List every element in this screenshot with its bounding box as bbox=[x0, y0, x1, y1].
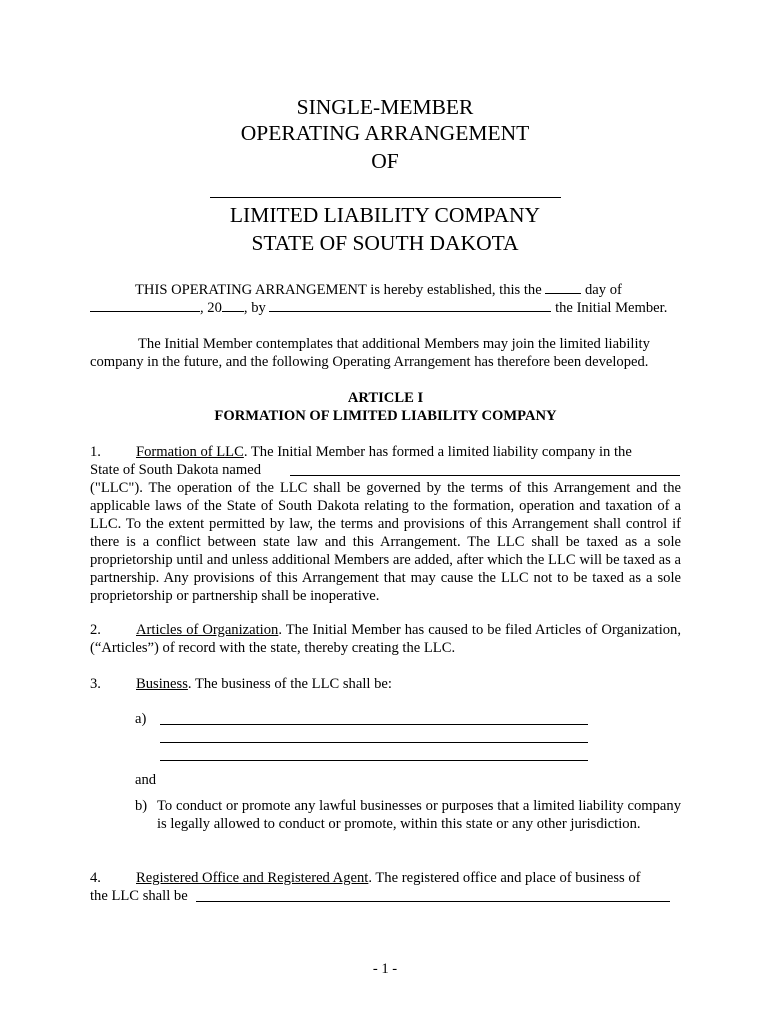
year-blank[interactable] bbox=[222, 299, 244, 312]
section-2 bbox=[90, 621, 681, 657]
section-3-title: Business bbox=[136, 676, 188, 692]
article-heading: ARTICLE I bbox=[347, 390, 424, 406]
title-line-1: SINGLE-MEMBER bbox=[296, 95, 474, 119]
title-line-3: OF bbox=[371, 149, 399, 173]
section-1-text-c: ("LLC"). The operation of the LLC shall be governed by the terms of this Arrangement and the applicable laws of the State of South Dakota relating to the formation, operation and taxation of a LLC. To the extent permitted by law, the terms and provisions of this Arrangement shall control if there is a conflict between state law and this Arrangement. The LLC shall be taxed as a sole proprietorship until and unless additional Members are added, after which the LLC will be taxed as a partnership. Any provisions of this Arrangement that may cause the LLC not to be taxed as a sole proprietorship or partnership shall be inoperative. bbox=[90, 480, 681, 604]
section-3-text: . The business of the LLC shall be: bbox=[187, 676, 392, 692]
intro-text-c: , 20 bbox=[200, 300, 222, 316]
section-4-number: 4. bbox=[90, 870, 101, 886]
month-blank[interactable] bbox=[90, 299, 200, 312]
section-2-number: 2. bbox=[90, 622, 101, 638]
section-1-number: 1. bbox=[90, 444, 101, 460]
section-1-text-a: . The Initial Member has formed a limited liability company in the bbox=[243, 444, 632, 460]
business-blank-1[interactable] bbox=[160, 724, 588, 725]
section-1-line-1 bbox=[90, 443, 681, 461]
title-line-5: STATE OF SOUTH DAKOTA bbox=[251, 231, 519, 255]
title-line-4: LIMITED LIABILITY COMPANY bbox=[229, 203, 541, 227]
section-3-number: 3. bbox=[90, 676, 101, 692]
section-1-title: Formation of LLC bbox=[136, 444, 244, 460]
section-4-line-2 bbox=[90, 887, 681, 905]
llc-name-blank[interactable] bbox=[290, 475, 680, 476]
section-1-text-b: State of South Dakota named bbox=[90, 462, 262, 478]
section-2-text: . The Initial Member has caused to be filed Articles of Organization, (“Articles”) of record with the state, thereby creating the LLC. bbox=[90, 622, 681, 656]
section-4-title: Registered Office and Registered Agent bbox=[136, 870, 369, 886]
section-3 bbox=[90, 675, 681, 693]
intro-text-b: day of bbox=[581, 282, 622, 298]
business-blank-3[interactable] bbox=[160, 760, 588, 761]
item-a-label: a) bbox=[135, 711, 147, 727]
section-4-text-b: the LLC shall be bbox=[90, 888, 188, 904]
and-text: and bbox=[135, 772, 157, 788]
intro-line-2 bbox=[90, 299, 690, 317]
item-b-label: b) bbox=[135, 798, 148, 814]
section-2-title: Articles of Organization bbox=[136, 622, 279, 638]
intro-line-1 bbox=[135, 281, 695, 299]
section-4-text-a: . The registered office and place of business of bbox=[368, 870, 641, 886]
page-number: - 1 - bbox=[372, 961, 398, 977]
member-name-blank[interactable] bbox=[269, 299, 551, 312]
section-4-line-1 bbox=[90, 869, 681, 887]
intro-text-d: , by bbox=[243, 300, 270, 316]
section-1-line-2 bbox=[90, 461, 681, 479]
intro-text-a: THIS OPERATING ARRANGEMENT is hereby established, this the bbox=[135, 282, 546, 298]
company-name-blank[interactable] bbox=[210, 197, 561, 198]
registered-office-blank[interactable] bbox=[196, 901, 670, 902]
business-blank-2[interactable] bbox=[160, 742, 588, 743]
intro-paragraph: The Initial Member contemplates that additional Members may join the limited liability company in the future, and the following Operating Arrangement has therefore been developed. bbox=[90, 336, 650, 370]
intro-text-e: the Initial Member. bbox=[551, 300, 668, 316]
article-subheading: FORMATION OF LIMITED LIABILITY COMPANY bbox=[214, 408, 557, 424]
title-line-2: OPERATING ARRANGEMENT bbox=[240, 121, 530, 145]
item-b-text: To conduct or promote any lawful businesses or purposes that a limited liability company is legally allowed to conduct or promote, within this state or any other jurisdiction. bbox=[157, 798, 681, 832]
day-blank[interactable] bbox=[545, 281, 581, 294]
